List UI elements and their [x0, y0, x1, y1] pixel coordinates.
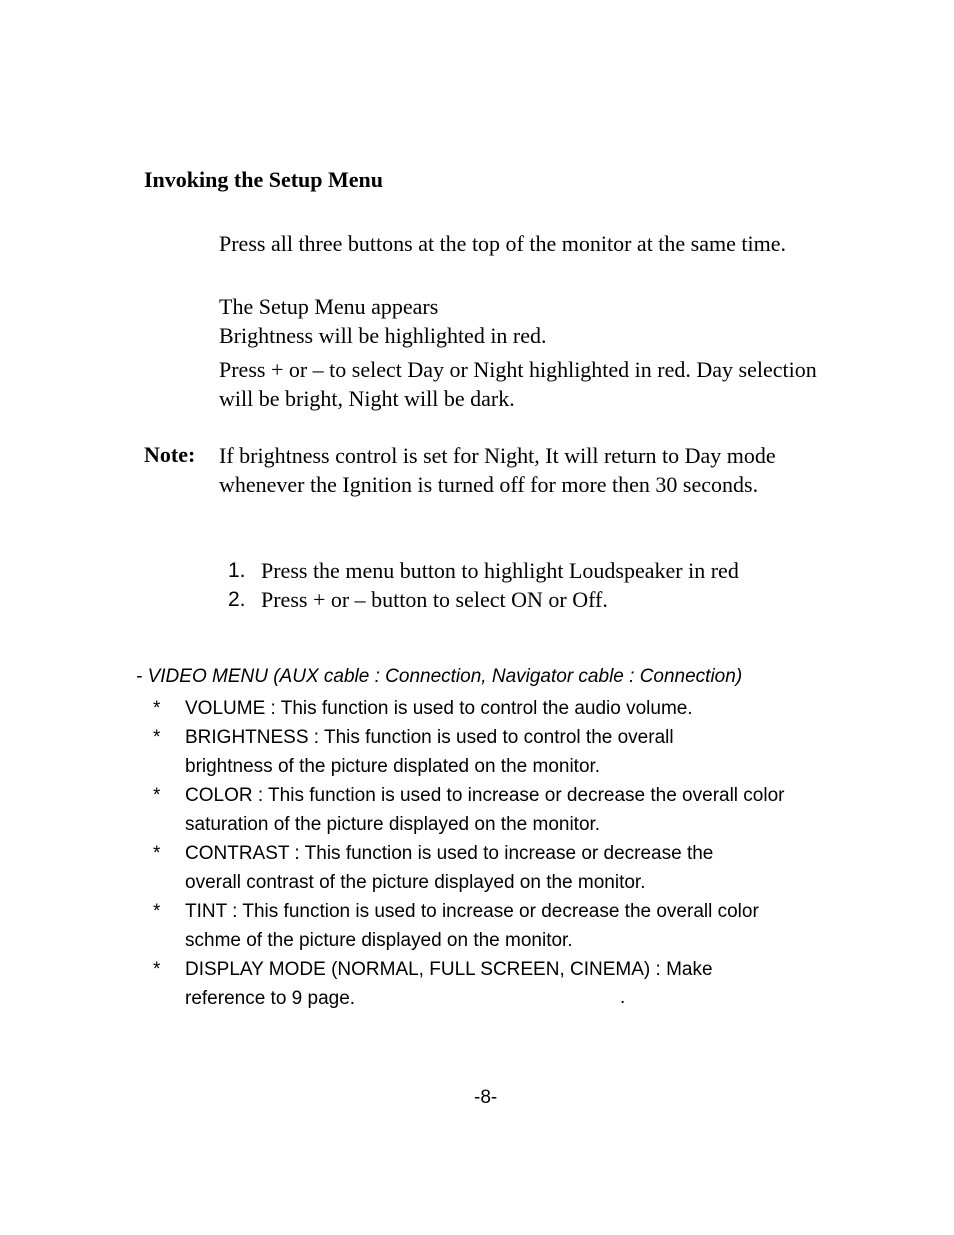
step-text: Press + or – button to select ON or Off.: [261, 587, 608, 612]
bullet-symbol: *: [153, 901, 161, 922]
step-number: 1.: [228, 559, 246, 582]
list-item: [153, 694, 833, 723]
instruction-paragraph-1: Press all three buttons at the top of the monitor at the same time.: [219, 231, 786, 256]
step-number: 2.: [228, 588, 246, 611]
step-text: Press the menu button to highlight Loudspeaker in red: [261, 558, 739, 583]
list-item: [153, 897, 833, 955]
numbered-steps: [228, 556, 739, 614]
video-menu-list: [153, 694, 833, 1013]
list-item: [153, 839, 833, 897]
video-menu-title: - VIDEO MENU (AUX cable : Connection, Navigator cable : Connection): [136, 666, 743, 687]
trailing-dot: .: [620, 987, 626, 1008]
list-item: [153, 955, 833, 1013]
note-text: If brightness control is set for Night, It will return to Day mode whenever the Ignition is turned off for more then 30 seconds.: [219, 443, 776, 497]
list-item-text: VOLUME : This function is used to control the audio volume.: [185, 698, 693, 719]
list-item: [153, 723, 833, 781]
instruction-paragraph-2: The Setup Menu appears Brightness will be highlighted in red.: [219, 294, 547, 348]
list-item-text: COLOR : This function is used to increase or decrease the overall color saturation of the picture displayed on the monitor.: [185, 785, 785, 835]
note-label: Note:: [144, 442, 196, 467]
instruction-paragraph-3: Press + or – to select Day or Night highlighted in red. Day selection will be bright, Night will be dark.: [219, 357, 817, 411]
section-heading: Invoking the Setup Menu: [144, 167, 384, 192]
bullet-symbol: *: [153, 698, 161, 719]
list-item: [153, 781, 833, 839]
list-item-text: DISPLAY MODE (NORMAL, FULL SCREEN, CINEMA) : Make reference to 9 page.: [185, 959, 713, 1009]
bullet-symbol: *: [153, 727, 161, 748]
page-number: -8-: [474, 1087, 498, 1108]
bullet-symbol: *: [153, 959, 161, 980]
bullet-symbol: *: [153, 843, 161, 864]
bullet-symbol: *: [153, 785, 161, 806]
list-item-text: BRIGHTNESS : This function is used to control the overall brightness of the picture displated on the monitor.: [185, 727, 674, 777]
list-item-text: CONTRAST : This function is used to increase or decrease the overall contrast of the picture displayed on the monitor.: [185, 843, 714, 893]
list-item-text: TINT : This function is used to increase or decrease the overall color schme of the picture displayed on the monitor.: [185, 901, 759, 951]
step-item: [228, 585, 739, 614]
step-item: [228, 556, 739, 585]
